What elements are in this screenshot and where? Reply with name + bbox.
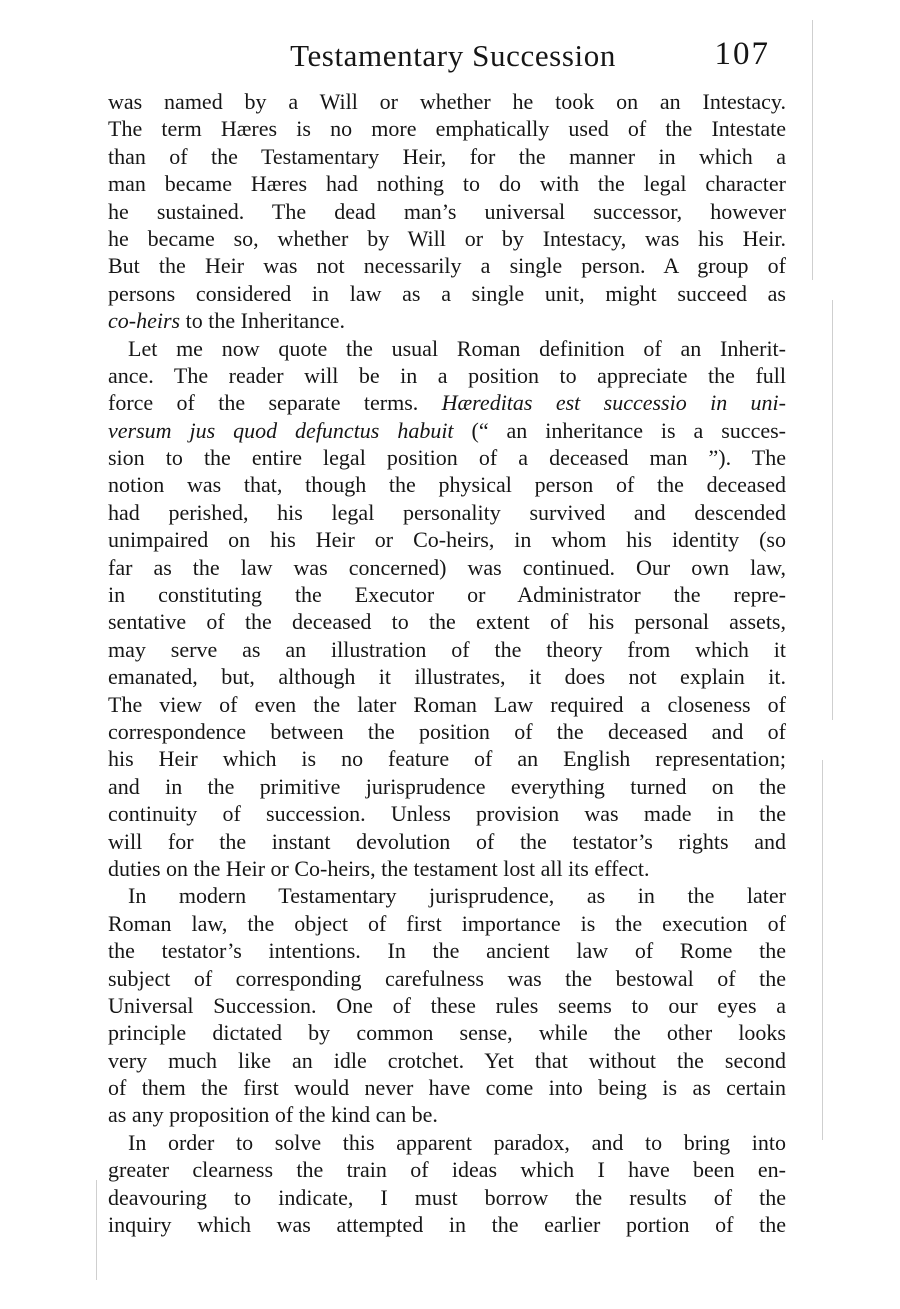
scan-artifact (96, 1180, 97, 1280)
text-span: (“ an inheritance is a succes- (453, 417, 786, 443)
paragraph-4 (108, 1129, 786, 1239)
text-line: In modern Testamentary jurisprudence, as in the later (128, 883, 786, 909)
text-line: subject of corresponding carefulness was the bestowal of the (108, 965, 786, 991)
text-line: notion was that, though the physical person of the deceased (108, 472, 786, 498)
text-line: greater clearness the train of ideas which I have been en- (108, 1157, 786, 1183)
page-number: 107 (714, 36, 770, 72)
paragraph-1 (108, 88, 786, 335)
text-line: had perished, his legal personality survived and descended (108, 499, 786, 525)
text-line: The term Hæres is no more emphatically used of the Intestate (108, 116, 786, 142)
running-head (108, 36, 798, 82)
text-line: very much like an idle crotchet. Yet that without the second (108, 1047, 786, 1073)
text-line (108, 307, 786, 334)
scan-artifact (832, 300, 833, 720)
text-line: continuity of succession. Unless provision was made in the (108, 801, 786, 827)
latin-quote: Hæreditas est successio in uni- (441, 390, 786, 416)
text-line: correspondence between the position of the deceased and of (108, 718, 786, 744)
text-line: Universal Succession. One of these rules seems to our eyes a (108, 992, 786, 1018)
text-line: sentative of the deceased to the extent of his personal assets, (108, 609, 786, 635)
text-span: force of the separate terms. (108, 390, 442, 416)
text-line: emanated, but, although it illustrates, it does not explain it. (108, 664, 786, 690)
text-line: ance. The reader will be in a position to appreciate the full (108, 362, 786, 388)
text-line: In order to solve this apparent paradox, and to bring into (128, 1129, 786, 1155)
text-line: as any proposition of the kind can be. (108, 1102, 438, 1128)
scan-artifact (812, 20, 813, 280)
text-line: will for the instant devolution of the testator’s rights and (108, 828, 786, 854)
text-line: he became so, whether by Will or by Intestacy, was his Heir. (108, 225, 786, 251)
paragraph-2 (108, 335, 786, 883)
body-text (108, 88, 786, 1238)
text-line: Roman law, the object of first importance is the execution of (108, 910, 786, 936)
text-line: unimpaired on his Heir or Co-heirs, in whom his identity (so (108, 527, 786, 553)
text-line: than of the Testamentary Heir, for the manner in which a (108, 143, 786, 169)
text-line: he sustained. The dead man’s universal successor, however (108, 198, 786, 224)
text-line: deavouring to indicate, I must borrow the results of the (108, 1184, 786, 1210)
text-line: principle dictated by common sense, while the other looks (108, 1020, 786, 1046)
text-line: But the Heir was not necessarily a single person. A group of (108, 253, 786, 279)
paragraph-3 (108, 882, 786, 1129)
scan-artifact (822, 760, 823, 1140)
text-line: may serve as an illustration of the theory from which it (108, 636, 786, 662)
text-line: was named by a Will or whether he took on an Intestacy. (108, 89, 786, 114)
text-line: sion to the entire legal position of a deceased man ”). The (108, 445, 786, 471)
text-line: man became Hæres had nothing to do with the legal character (108, 171, 786, 197)
text-line: duties on the Heir or Co-heirs, the testament lost all its effect. (108, 855, 650, 881)
text-line: Let me now quote the usual Roman definition of an Inherit- (128, 335, 786, 361)
text-line (108, 389, 786, 416)
text-span: to the Inheritance. (180, 308, 346, 334)
latin-quote: versum jus quod defunctus habuit (108, 417, 454, 443)
text-line: his Heir which is no feature of an English representation; (108, 746, 786, 772)
running-head-title: Testamentary Succession (290, 38, 616, 73)
italic-term: co-heirs (108, 308, 181, 334)
text-line: and in the primitive jurisprudence everything turned on the (108, 773, 786, 799)
text-line: persons considered in law as a single unit, might succeed as (108, 280, 786, 306)
text-line: The view of even the later Roman Law required a closeness of (108, 691, 786, 717)
text-line: far as the law was concerned) was continued. Our own law, (108, 554, 786, 580)
text-line: in constituting the Executor or Administrator the repre- (108, 582, 786, 608)
text-line: of them the first would never have come into being is as certain (108, 1075, 786, 1101)
text-line (108, 417, 786, 444)
text-line: the testator’s intentions. In the ancient law of Rome the (108, 938, 786, 964)
text-line: inquiry which was attempted in the earlier portion of the (108, 1212, 786, 1238)
